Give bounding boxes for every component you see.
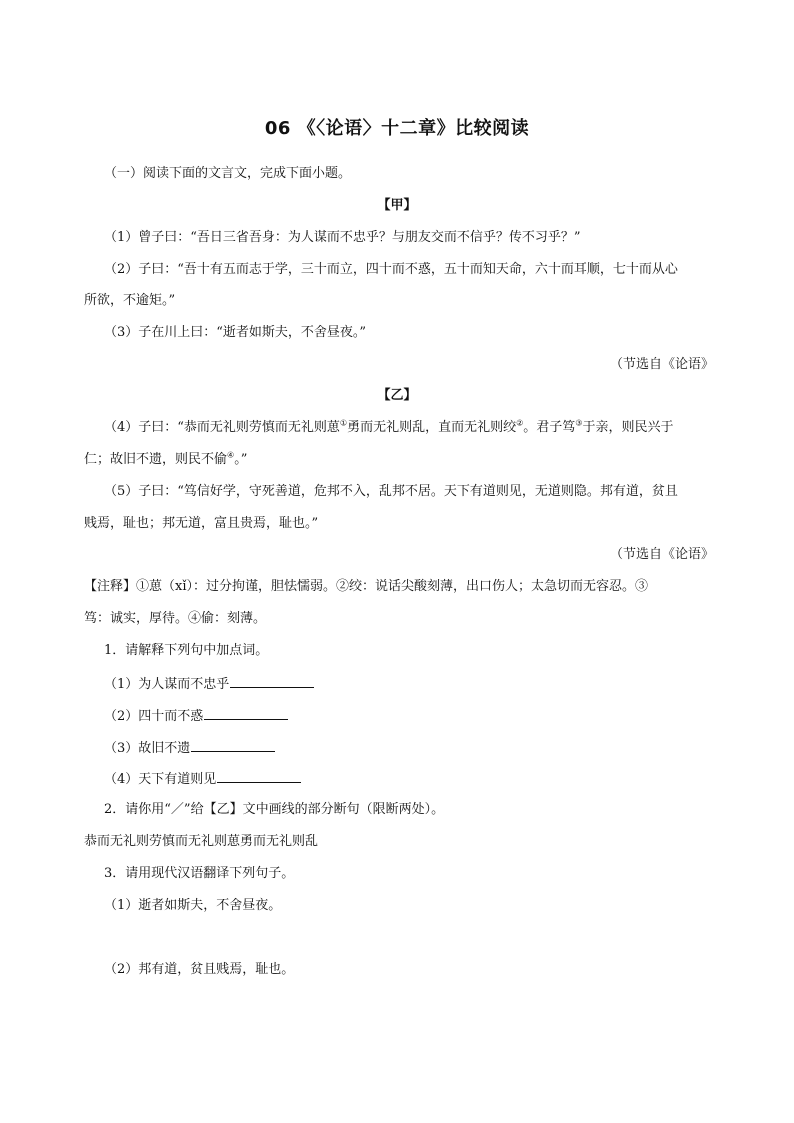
passage-p4-text-c: 。君子笃 — [523, 420, 576, 435]
intro-text: （一）阅读下面的文言文，完成下面小题。 — [104, 166, 352, 181]
section-jia-source: （节选自《论语》 — [609, 357, 714, 372]
question-2-text: 恭而无礼则劳慎而无礼则葸勇而无礼则乱 — [84, 834, 319, 849]
passage-p1: （1）曾子曰：“吾日三省吾身：为人谋而不忠乎？与朋友交而不信乎？传不习乎？” — [104, 230, 581, 245]
passage-p4-text-f: 。” — [234, 452, 248, 467]
section-yi-header: 【乙】 — [377, 388, 417, 403]
passage-p2-line1: （2）子曰：“吾十有五而志于学，三十而立，四十而不惑，五十而知天命，六十而耳顺，七十而从心 — [104, 262, 678, 277]
passage-p5-line1: （5）子曰：“笃信好学，守死善道，危邦不入，乱邦不居。天下有道则见，无道则隐。邦有道，贫且 — [104, 484, 678, 499]
question-1-item-2 — [104, 705, 288, 727]
note-mark-4: ④ — [227, 450, 235, 460]
question-3: 3．请用现代汉语翻译下列句子。 — [104, 866, 295, 881]
passage-p4-text-a: （4）子曰：“恭而无礼则劳慎而无礼则葸 — [104, 420, 340, 435]
passage-p2-line2: 所欲，不逾矩。” — [84, 293, 176, 308]
question-3-item-1: （1）逝者如斯夫，不舍昼夜。 — [104, 898, 282, 913]
question-3-item-2: （2）邦有道，贫且贱焉，耻也。 — [104, 962, 295, 977]
note-mark-1: ① — [339, 418, 348, 428]
question-1-item-2-text: （2）四十而不惑 — [104, 709, 204, 724]
question-1-item-3-text: （3）故旧不遗 — [104, 741, 191, 756]
notes-line2: 笃：诚实，厚待。④偷：刻薄。 — [84, 611, 267, 626]
answer-blank-2[interactable] — [204, 705, 288, 720]
question-1-item-1 — [104, 673, 314, 695]
question-1-item-3 — [104, 737, 275, 759]
note-mark-3: ③ — [575, 418, 583, 428]
passage-p5-line2: 贱焉，耻也；邦无道，富且贵焉，耻也。” — [84, 516, 319, 531]
notes-line1: 【注释】①葸（xǐ）：过分拘谨，胆怯懦弱。②绞：说话尖酸刻薄，出口伤人；太急切而无容忍。③ — [84, 579, 648, 594]
question-1-item-4-text: （4）天下有道则见 — [104, 772, 217, 787]
passage-p4-text-e: 仁；故旧不遗，则民不偷 — [84, 452, 228, 467]
section-yi-source: （节选自《论语》 — [609, 547, 714, 562]
passage-p4-line2 — [84, 450, 247, 470]
passage-p3: （3）子在川上曰：“逝者如斯夫，不舍昼夜。” — [104, 325, 367, 340]
passage-p4-text-d: 于亲，则民兴于 — [582, 420, 674, 435]
answer-blank-3[interactable] — [191, 737, 275, 752]
answer-blank-1[interactable] — [230, 673, 314, 688]
note-mark-2: ② — [516, 418, 524, 428]
section-jia-header: 【甲】 — [377, 198, 417, 213]
passage-p4-line1 — [104, 418, 673, 438]
question-1-item-4 — [104, 768, 301, 790]
question-1-item-1-text: （1）为人谋而不忠乎 — [104, 677, 230, 692]
question-1: 1．请解释下列句中加点词。 — [104, 643, 269, 658]
question-2: 2．请你用“／”给【乙】文中画线的部分断句（限断两处）。 — [104, 802, 445, 817]
answer-blank-4[interactable] — [217, 768, 301, 783]
passage-p4-text-b: 勇而无礼则乱，直而无礼则绞 — [347, 420, 517, 435]
page-title: 06 《〈论语〉十二章》比较阅读 — [264, 118, 530, 139]
